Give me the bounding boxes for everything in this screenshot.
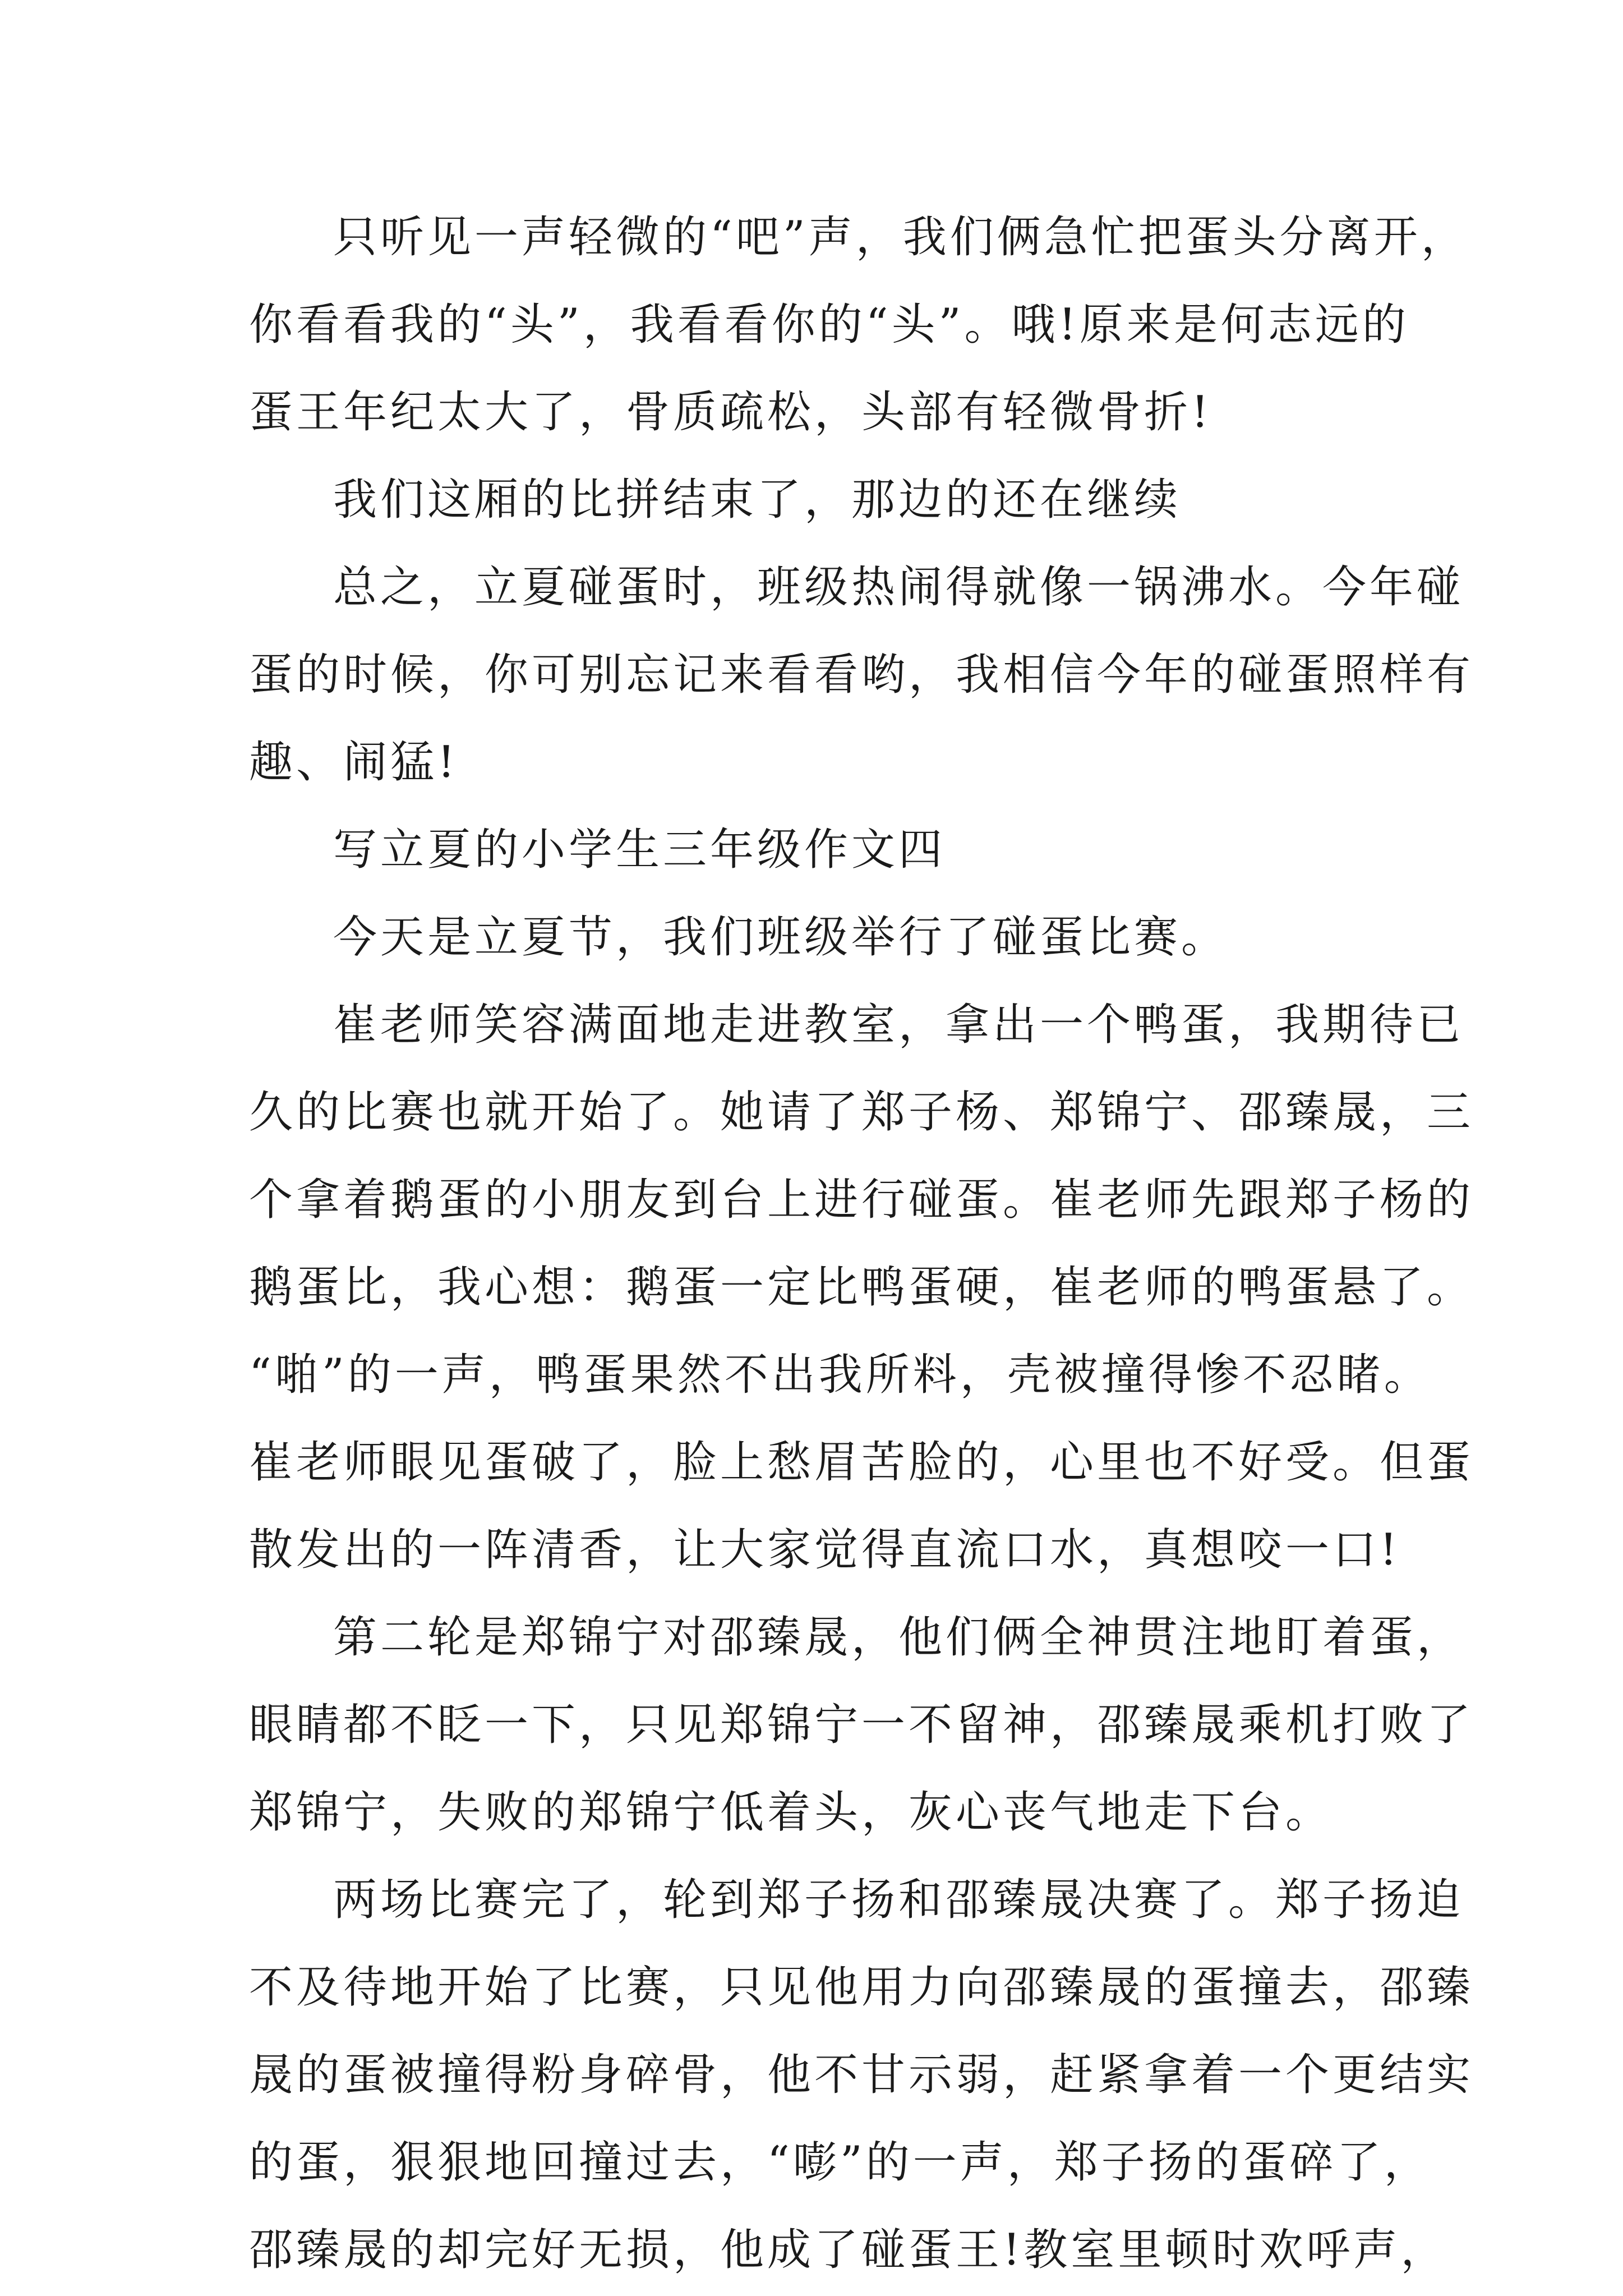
text-line: 只听见一声轻微的“吧”声，我们俩急忙把蛋头分离开， xyxy=(333,212,1468,263)
text-line: 你看看我的“头”，我看看你的“头”。哦!原来是何志远的 xyxy=(249,300,1409,350)
text-line: 久的比赛也就开始了。她请了郑子杨、郑锦宁、邵臻晟，三 xyxy=(249,1087,1474,1138)
text-line: 鹅蛋比，我心想：鹅蛋一定比鸭蛋硬，崔老师的鸭蛋悬了。 xyxy=(249,1262,1474,1313)
text-line: 趣、闹猛! xyxy=(249,737,459,788)
text-line: 晟的蛋被撞得粉身碎骨，他不甘示弱，赶紧拿着一个更结实 xyxy=(249,2050,1474,2100)
text-line: 第二轮是郑锦宁对邵臻晟，他们俩全神贯注地盯着蛋， xyxy=(333,1612,1464,1663)
text-line: 崔老师眼见蛋破了，脸上愁眉苦脸的，心里也不好受。但蛋 xyxy=(249,1437,1474,1488)
text-line: 崔老师笑容满面地走进教室，拿出一个鸭蛋，我期待已 xyxy=(333,1000,1464,1050)
text-line: 我们这厢的比拼结束了，那边的还在继续 xyxy=(333,475,1182,525)
text-line: 眼睛都不眨一下，只见郑锦宁一不留神，邵臻晟乘机打败了 xyxy=(249,1700,1474,1750)
text-line: 邵臻晟的却完好无损，他成了碰蛋王!教室里顿时欢呼声， xyxy=(249,2225,1448,2275)
text-line: 散发出的一阵清香，让大家觉得直流口水，真想咬一口! xyxy=(249,1525,1401,1575)
text-line: 郑锦宁，失败的郑锦宁低着头，灰心丧气地走下台。 xyxy=(249,1787,1333,1838)
text-line: 蛋的时候，你可别忘记来看看哟，我相信今年的碰蛋照样有 xyxy=(249,650,1474,700)
text-line: 不及待地开始了比赛，只见他用力向邵臻晟的蛋撞去，邵臻 xyxy=(249,1962,1474,2013)
text-line: “啪”的一声，鸭蛋果然不出我所料，壳被撞得惨不忍睹。 xyxy=(249,1350,1431,1400)
text-line: 的蛋，狠狠地回撞过去，“嘭”的一声，郑子扬的蛋碎了， xyxy=(249,2137,1431,2188)
text-line: 个拿着鹅蛋的小朋友到台上进行碰蛋。崔老师先跟郑子杨的 xyxy=(249,1175,1474,1225)
text-line: 今天是立夏节，我们班级举行了碰蛋比赛。 xyxy=(333,912,1229,963)
text-line: 写立夏的小学生三年级作文四 xyxy=(333,825,946,875)
text-line: 蛋王年纪太大了，骨质疏松，头部有轻微骨折! xyxy=(249,387,1212,438)
text-line: 总之，立夏碰蛋时，班级热闹得就像一锅沸水。今年碰 xyxy=(333,562,1464,613)
text-line: 两场比赛完了，轮到郑子扬和邵臻晟决赛了。郑子扬迫 xyxy=(333,1875,1464,1925)
essay-text xyxy=(249,194,1474,2294)
